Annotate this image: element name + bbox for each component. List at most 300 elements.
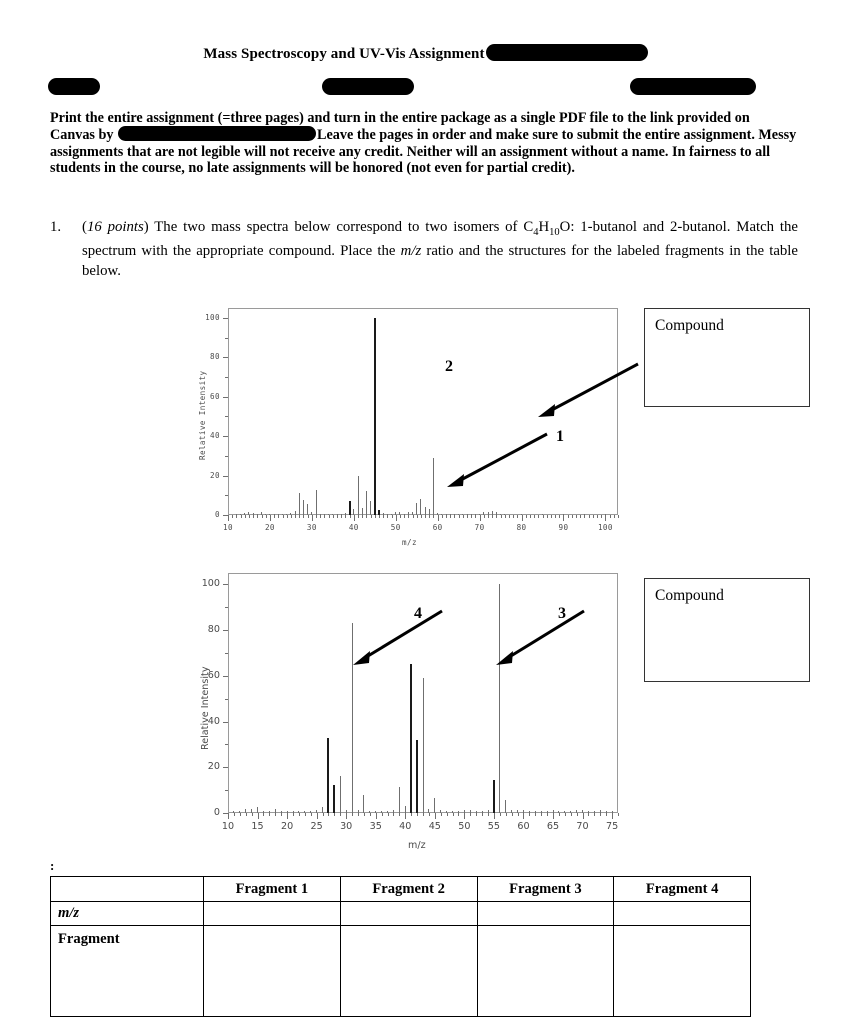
ytick-80: 80: [210, 352, 220, 362]
redaction-bar-left: [48, 78, 100, 95]
xtick-minor-23: [283, 515, 284, 518]
redaction-bar-center: [322, 78, 414, 95]
xtick-minor-47: [447, 813, 448, 816]
xtick-minor-101: [610, 515, 611, 518]
xtick-minor-69: [475, 515, 476, 518]
ytick-40: 40: [207, 715, 220, 727]
table-prefix-colon: :: [50, 858, 55, 873]
xtick-minor-46: [441, 813, 442, 816]
xtick-minor-39: [399, 813, 400, 816]
ytick-60: 60: [210, 391, 220, 401]
ytick-0: 0: [213, 807, 220, 818]
xtick-minor-53: [408, 515, 409, 518]
peak-mz-56: [420, 499, 421, 515]
xtick-minor-52: [404, 515, 405, 518]
question-mz-italic: m/z: [400, 243, 422, 260]
xtick-major-70: [583, 813, 584, 819]
xtick-minor-94: [580, 515, 581, 518]
xtick-major-30: [346, 813, 347, 819]
xtick-minor-56: [421, 515, 422, 518]
xtick-label-30: 30: [340, 821, 353, 832]
xtick-minor-34: [329, 515, 330, 518]
spectrum-2-callout-3: 3: [558, 605, 566, 622]
xtick-label-35: 35: [369, 821, 382, 832]
xtick-minor-89: [559, 515, 560, 518]
xtick-minor-13: [246, 813, 247, 816]
question-text-c: H: [538, 219, 550, 235]
xtick-major-50: [396, 515, 397, 521]
xtick-minor-12: [236, 515, 237, 518]
question-1: [50, 218, 798, 281]
xtick-minor-15: [249, 515, 250, 518]
xtick-minor-36: [382, 813, 383, 816]
xtick-minor-88: [555, 515, 556, 518]
compound-box-2-label: Compound: [655, 587, 724, 604]
xtick-minor-65: [459, 515, 460, 518]
xtick-label-60: 60: [432, 523, 443, 532]
xtick-label-10: 10: [221, 821, 235, 832]
xtick-minor-38: [345, 515, 346, 518]
xtick-minor-63: [541, 813, 542, 816]
compound-box-1[interactable]: [644, 308, 810, 407]
ytick-mark-60: [223, 676, 228, 677]
table-header-fragment-4: Fragment 4: [614, 877, 751, 902]
xtick-minor-23: [305, 813, 306, 816]
xtick-minor-11: [232, 515, 233, 518]
xtick-major-75: [612, 813, 613, 819]
xtick-minor-52: [476, 813, 477, 816]
xtick-label-50: 50: [458, 821, 471, 832]
table-header-fragment-3: Fragment 3: [477, 877, 614, 902]
table-header-row: [51, 877, 751, 902]
xtick-major-40: [405, 813, 406, 819]
xtick-minor-17: [269, 813, 270, 816]
question-text-b: ) The two mass spectra below correspond to two isomers of C: [143, 219, 534, 235]
xtick-major-60: [438, 515, 439, 521]
xtick-minor-78: [513, 515, 514, 518]
xtick-minor-61: [442, 515, 443, 518]
peak-mz-42: [416, 740, 418, 813]
peak-mz-45: [434, 798, 435, 813]
ytick-mark-100: [223, 584, 228, 585]
xtick-minor-76: [618, 813, 619, 816]
xtick-minor-72: [488, 515, 489, 518]
xtick-minor-92: [572, 515, 573, 518]
ytick-20: 20: [210, 470, 220, 480]
xtick-minor-35: [333, 515, 334, 518]
xtick-major-20: [287, 813, 288, 819]
xtick-minor-54: [488, 813, 489, 816]
xtick-major-15: [258, 813, 259, 819]
xtick-major-35: [376, 813, 377, 819]
xtick-minor-86: [547, 515, 548, 518]
ytick-20: 20: [207, 761, 220, 773]
table-header-fragment-2: Fragment 2: [340, 877, 477, 902]
table-header-fragment-1: Fragment 1: [204, 877, 341, 902]
xtick-minor-73: [600, 813, 601, 816]
xtick-minor-34: [370, 813, 371, 816]
xtick-minor-41: [358, 515, 359, 518]
xtick-label-70: 70: [474, 523, 485, 532]
xtick-minor-36: [337, 515, 338, 518]
xtick-minor-49: [458, 813, 459, 816]
xtick-major-50: [464, 813, 465, 819]
xtick-label-20: 20: [280, 821, 294, 832]
xtick-minor-85: [543, 515, 544, 518]
spectrum-2-arrow-3: [488, 607, 593, 667]
ytick-100: 100: [205, 312, 220, 322]
xtick-minor-21: [293, 813, 294, 816]
xtick-minor-26: [295, 515, 296, 518]
xtick-minor-56: [500, 813, 501, 816]
redaction-bar-title: [486, 44, 648, 61]
xtick-minor-27: [299, 515, 300, 518]
xtick-minor-22: [278, 515, 279, 518]
xtick-label-55: 55: [487, 821, 501, 832]
xtick-minor-22: [299, 813, 300, 816]
peak-mz-27: [299, 493, 300, 515]
table-rowheader-mz: m/z: [51, 902, 204, 926]
xtick-label-20: 20: [264, 523, 275, 532]
peak-mz-41: [358, 476, 359, 515]
xtick-major-90: [563, 515, 564, 521]
ytick-mark-60: [223, 397, 228, 398]
xtick-minor-68: [471, 515, 472, 518]
peak-mz-59: [433, 458, 434, 515]
xtick-label-100: 100: [597, 523, 613, 532]
table-cell-mz-fragment-1[interactable]: [204, 902, 341, 926]
xtick-minor-49: [392, 515, 393, 518]
xtick-minor-97: [593, 515, 594, 518]
xtick-minor-58: [512, 813, 513, 816]
ytick-minor-10: [225, 790, 228, 791]
xtick-minor-12: [240, 813, 241, 816]
xtick-minor-64: [547, 813, 548, 816]
xtick-major-55: [494, 813, 495, 819]
compound-box-2[interactable]: [644, 578, 810, 682]
xtick-major-10: [228, 515, 229, 521]
xtick-minor-16: [263, 813, 264, 816]
spectrum-1-callout-1: 1: [556, 428, 564, 445]
ytick-mark-80: [223, 357, 228, 358]
xtick-major-65: [553, 813, 554, 819]
xtick-major-40: [354, 515, 355, 521]
xtick-label-45: 45: [428, 821, 441, 832]
ytick-mark-20: [223, 767, 228, 768]
ytick-mark-100: [223, 318, 228, 319]
xtick-minor-47: [383, 515, 384, 518]
xtick-minor-29: [308, 515, 309, 518]
peak-mz-55: [416, 503, 417, 515]
xtick-minor-28: [303, 515, 304, 518]
xtick-minor-71: [484, 515, 485, 518]
xtick-minor-44: [429, 813, 430, 816]
redaction-bar-due-date: [118, 126, 316, 141]
peak-mz-44: [370, 501, 371, 515]
xtick-minor-16: [253, 515, 254, 518]
xtick-minor-53: [482, 813, 483, 816]
xtick-minor-41: [411, 813, 412, 816]
xtick-minor-46: [379, 515, 380, 518]
redaction-bar-right: [630, 78, 756, 95]
question-text-e: ratio and the structures for the labeled fragments in the table below.: [82, 243, 798, 279]
xtick-minor-66: [463, 515, 464, 518]
xtick-minor-51: [400, 515, 401, 518]
xtick-minor-32: [320, 515, 321, 518]
ytick-minor-30: [225, 744, 228, 745]
ytick-minor-90: [225, 338, 228, 339]
peak-mz-45: [374, 318, 376, 515]
table-cell-fragment-4[interactable]: [614, 926, 751, 1017]
xtick-minor-99: [601, 515, 602, 518]
xtick-minor-75: [501, 515, 502, 518]
xtick-minor-68: [571, 813, 572, 816]
instructions-text-before: Print the entire assignment (=three pages) and turn in the entire package as a single PDF file to the link provided on Canvas by: [50, 110, 750, 144]
xtick-minor-32: [358, 813, 359, 816]
ytick-minor-50: [225, 416, 228, 417]
ytick-60: 60: [207, 669, 220, 681]
page-title: [0, 46, 848, 63]
xtick-minor-28: [334, 813, 335, 816]
table-row-fragment: [51, 926, 751, 1017]
instructions-text-after: Leave the pages in order and make sure to submit the entire assignment. Messy assignments that are not legible will not receive any credit. Neither will an assignment without a name. In fairness to all students in the course, no late assignments will be honored (not even for partial credit).: [50, 127, 797, 177]
xtick-label-65: 65: [546, 821, 560, 832]
xtick-major-45: [435, 813, 436, 819]
xtick-label-80: 80: [516, 523, 527, 532]
xtick-minor-95: [584, 515, 585, 518]
xtick-minor-27: [328, 813, 329, 816]
xtick-minor-48: [387, 515, 388, 518]
xtick-label-15: 15: [251, 821, 264, 832]
xtick-minor-74: [496, 515, 497, 518]
xtick-minor-81: [526, 515, 527, 518]
xtick-minor-43: [366, 515, 367, 518]
xtick-minor-96: [589, 515, 590, 518]
xtick-minor-84: [538, 515, 539, 518]
peak-mz-41: [410, 664, 412, 813]
spectrum-1-callout-2: 2: [445, 358, 453, 375]
table-cell-fragment-1[interactable]: [204, 926, 341, 1017]
xtick-minor-31: [352, 813, 353, 816]
xtick-minor-79: [517, 515, 518, 518]
ytick-0: 0: [215, 510, 220, 519]
xtick-major-70: [480, 515, 481, 521]
spectrum-2-arrow-4: [345, 607, 450, 667]
xtick-minor-26: [323, 813, 324, 816]
question-points: 16 points: [86, 219, 144, 235]
xtick-major-25: [317, 813, 318, 819]
spectrum-1-xlabel: m/z: [402, 538, 417, 547]
xtick-minor-61: [529, 813, 530, 816]
xtick-minor-67: [565, 813, 566, 816]
xtick-minor-24: [287, 515, 288, 518]
xtick-minor-29: [340, 813, 341, 816]
peak-mz-40: [405, 806, 406, 813]
xtick-minor-87: [551, 515, 552, 518]
xtick-minor-72: [594, 813, 595, 816]
xtick-minor-83: [534, 515, 535, 518]
question-number: 1.: [50, 219, 62, 235]
ytick-minor-30: [225, 456, 228, 457]
xtick-major-80: [522, 515, 523, 521]
xtick-minor-19: [266, 515, 267, 518]
xtick-minor-77: [509, 515, 510, 518]
xtick-minor-98: [597, 515, 598, 518]
peak-mz-42: [362, 508, 363, 515]
xtick-minor-13: [241, 515, 242, 518]
xtick-minor-69: [577, 813, 578, 816]
peak-mz-31: [316, 490, 317, 515]
peak-mz-55: [493, 780, 495, 813]
xtick-label-90: 90: [558, 523, 569, 532]
xtick-minor-33: [364, 813, 365, 816]
ytick-mark-40: [223, 436, 228, 437]
ytick-minor-50: [225, 699, 228, 700]
xtick-label-40: 40: [399, 821, 412, 832]
question-body: [82, 218, 798, 281]
xtick-minor-76: [505, 515, 506, 518]
fragment-table: [50, 876, 751, 1017]
xtick-minor-64: [454, 515, 455, 518]
xtick-minor-18: [275, 813, 276, 816]
table-cell-fragment-2[interactable]: [340, 926, 477, 1017]
xtick-major-30: [312, 515, 313, 521]
xtick-minor-17: [257, 515, 258, 518]
xtick-minor-91: [568, 515, 569, 518]
xtick-minor-44: [371, 515, 372, 518]
xtick-minor-19: [281, 813, 282, 816]
spectrum-2-callout-4: 4: [414, 605, 422, 622]
xtick-minor-73: [492, 515, 493, 518]
xtick-minor-33: [324, 515, 325, 518]
mass-spectrum-2: [190, 565, 630, 855]
spectrum-2-xlabel: m/z: [408, 840, 426, 851]
xtick-minor-39: [350, 515, 351, 518]
xtick-label-40: 40: [348, 523, 359, 532]
xtick-label-70: 70: [576, 821, 589, 832]
xtick-minor-14: [252, 813, 253, 816]
peak-mz-28: [303, 500, 304, 515]
question-paren-open: (: [82, 219, 87, 235]
xtick-minor-51: [470, 813, 471, 816]
ytick-40: 40: [210, 431, 220, 441]
xtick-minor-59: [433, 515, 434, 518]
mass-spectrum-1: [190, 300, 630, 555]
xtick-label-60: 60: [517, 821, 530, 832]
xtick-minor-67: [467, 515, 468, 518]
xtick-minor-62: [446, 515, 447, 518]
xtick-minor-21: [274, 515, 275, 518]
xtick-minor-48: [453, 813, 454, 816]
xtick-minor-57: [506, 813, 507, 816]
xtick-minor-11: [234, 813, 235, 816]
table-row-mz: [51, 902, 751, 926]
ytick-minor-90: [225, 607, 228, 608]
peak-mz-39: [399, 787, 400, 813]
question-text-d: O: 1-butanol and 2-butanol. Match the spectrum with the appropriate compound. Place the: [82, 219, 799, 260]
table-rowheader-fragment: Fragment: [51, 926, 204, 1017]
peak-mz-57: [505, 800, 506, 813]
xtick-minor-42: [417, 813, 418, 816]
instructions-paragraph: [50, 110, 798, 177]
compound-box-1-label: Compound: [655, 317, 724, 334]
xtick-label-10: 10: [223, 523, 233, 532]
table-cell-mz-fragment-4[interactable]: [614, 902, 751, 926]
xtick-minor-63: [450, 515, 451, 518]
xtick-minor-45: [375, 515, 376, 518]
xtick-major-20: [270, 515, 271, 521]
xtick-minor-31: [316, 515, 317, 518]
peak-mz-43: [366, 491, 367, 515]
xtick-minor-54: [413, 515, 414, 518]
xtick-minor-55: [417, 515, 418, 518]
xtick-minor-58: [429, 515, 430, 518]
xtick-major-60: [523, 813, 524, 819]
ytick-mark-20: [223, 476, 228, 477]
xtick-minor-74: [606, 813, 607, 816]
xtick-minor-66: [559, 813, 560, 816]
xtick-minor-71: [588, 813, 589, 816]
xtick-label-75: 75: [605, 821, 619, 832]
page-title-text: Mass Spectroscopy and UV-Vis Assignment: [203, 46, 485, 62]
peak-mz-57: [425, 507, 426, 515]
xtick-minor-42: [362, 515, 363, 518]
spectrum-1-arrow-1: [435, 430, 555, 490]
spectrum-1-ylabel: Relative Intensity: [198, 370, 207, 460]
xtick-minor-102: [614, 515, 615, 518]
table-cell-mz-fragment-3[interactable]: [477, 902, 614, 926]
peak-mz-29: [307, 504, 308, 515]
peak-mz-28: [333, 785, 335, 813]
ytick-mark-80: [223, 630, 228, 631]
xtick-minor-82: [530, 515, 531, 518]
xtick-minor-93: [576, 515, 577, 518]
formula-subscript-10: 10: [549, 226, 560, 238]
xtick-minor-59: [518, 813, 519, 816]
peak-mz-33: [363, 795, 364, 813]
peak-mz-29: [340, 776, 341, 813]
table-cell-mz-fragment-2[interactable]: [340, 902, 477, 926]
xtick-label-50: 50: [390, 523, 401, 532]
ytick-mark-40: [223, 722, 228, 723]
xtick-minor-25: [291, 515, 292, 518]
table-cell-fragment-3[interactable]: [477, 926, 614, 1017]
spectrum-1-arrow-2: [528, 360, 648, 420]
xtick-minor-62: [535, 813, 536, 816]
peak-mz-27: [327, 738, 329, 813]
ytick-100: 100: [201, 578, 220, 590]
xtick-minor-103: [618, 515, 619, 518]
xtick-major-10: [228, 813, 229, 819]
xtick-minor-37: [388, 813, 389, 816]
ytick-80: 80: [207, 624, 220, 636]
peak-mz-43: [423, 678, 424, 813]
ytick-minor-70: [225, 377, 228, 378]
spectrum-2-ylabel: Relative Intensity: [200, 666, 211, 750]
table-header-corner: [51, 877, 204, 902]
formula-subscript-4: 4: [533, 226, 539, 238]
ytick-minor-70: [225, 653, 228, 654]
xtick-minor-24: [311, 813, 312, 816]
xtick-major-100: [605, 515, 606, 521]
xtick-minor-38: [393, 813, 394, 816]
xtick-label-30: 30: [306, 523, 317, 532]
xtick-minor-43: [423, 813, 424, 816]
ytick-minor-10: [225, 495, 228, 496]
xtick-minor-14: [245, 515, 246, 518]
peak-mz-39: [349, 501, 351, 515]
xtick-label-25: 25: [310, 821, 323, 832]
